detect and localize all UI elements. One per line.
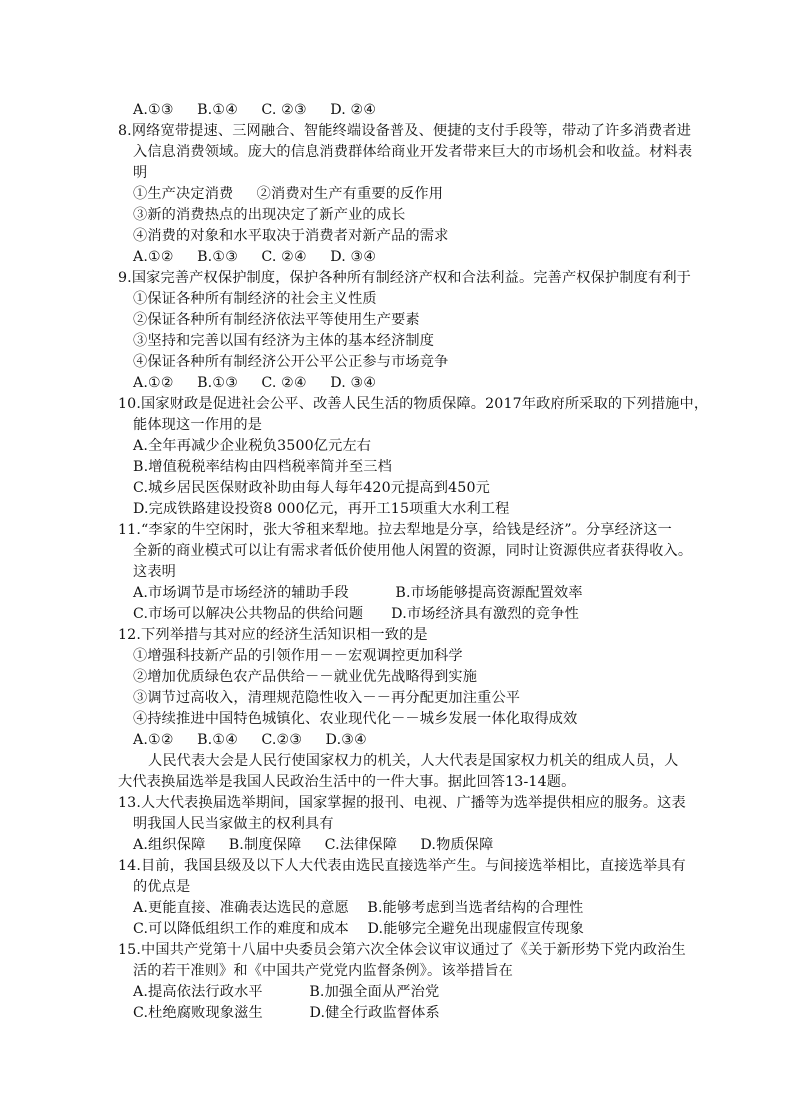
q15-stem-line2: 活的若干准则》和《中国共产党党内监督条例》。该举措旨在	[133, 963, 514, 979]
q8-stem-line1: 8.网络宽带提速、三网融合、智能终端设备普及、便捷的支付手段等，带动了许多消费者进	[118, 123, 692, 139]
q15-stem-line1: 15.中国共产党第十八届中央委员会第六次全体会议审议通过了《关于新形势下党内政治生	[118, 942, 686, 958]
q13-options: A.组织保障 B.制度保障 C.法律保障 D.物质保障	[133, 837, 494, 853]
q12-item-1: ①增强科技新产品的引领作用－－宏观调控更加科学	[133, 648, 463, 664]
q14-stem-line1: 14.目前，我国县级及以下人大代表由选民直接选举产生。与间接选举相比，直接选举具有	[118, 858, 686, 874]
q12-stem: 12.下列举措与其对应的经济生活知识相一致的是	[118, 627, 428, 643]
q10-option-c: C.城乡居民医保财政补助由每人每年420元提高到450元	[133, 480, 490, 496]
q15-options-cd: C.杜绝腐败现象滋生 D.健全行政监督体系	[133, 1005, 440, 1021]
q10-option-d: D.完成铁路建设投资8 000亿元，再开工15项重大水利工程	[133, 501, 510, 517]
passage-line2: 大代表换届选举是我国人民政治生活中的一件大事。据此回答13-14题。	[118, 774, 576, 790]
q8-options: A.①② B.①③ C. ②④ D. ③④	[133, 249, 377, 265]
q8-item-1-2: ①生产决定消费 ②消费对生产有重要的反作用	[133, 186, 444, 202]
q9-item-4: ④保证各种所有制经济公开公平公正参与市场竞争	[133, 354, 449, 370]
q11-stem-line2: 全新的商业模式可以让有需求者低价使用他人闲置的资源，同时让资源供应者获得收入。	[133, 543, 693, 559]
q10-stem-line2: 能体现这一作用的是	[133, 417, 263, 433]
q11-options-ab: A.市场调节是市场经济的辅助手段 B.市场能够提高资源配置效率	[133, 585, 583, 601]
q14-options-ab: A.更能直接、准确表达选民的意愿 B.能够考虑到当选者结构的合理性	[133, 900, 584, 916]
q9-stem: 9.国家完善产权保护制度，保护各种所有制经济产权和合法利益。完善产权保护制度有利于	[118, 270, 692, 286]
q8-item-4: ④消费的对象和水平取决于消费者对新产品的需求	[133, 228, 449, 244]
q9-item-2: ②保证各种所有制经济依法平等使用生产要素	[133, 312, 420, 328]
q13-stem-line1: 13.人大代表换届选举期间，国家掌握的报刊、电视、广播等为选举提供相应的服务。这表	[118, 795, 686, 811]
q12-options: A.①② B.①④ C.②③ D.③④	[133, 732, 367, 748]
q8-item-3: ③新的消费热点的出现决定了新产业的成长	[133, 207, 406, 223]
q7-options: A.①③ B.①④ C. ②③ D. ②④	[133, 102, 377, 118]
q12-item-3: ③调节过高收入，清理规范隐性收入－－再分配更加注重公平	[133, 690, 521, 706]
q8-stem-line3: 明	[133, 165, 148, 181]
q8-stem-line2: 入信息消费领域。庞大的信息消费群体给商业开发者带来巨大的市场机会和收益。材料表	[133, 144, 693, 160]
q9-item-3: ③坚持和完善以国有经济为主体的基本经济制度	[133, 333, 435, 349]
q12-item-4: ④持续推进中国特色城镇化、农业现代化－－城乡发展一体化取得成效	[133, 711, 578, 727]
q9-item-1: ①保证各种所有制经济的社会主义性质	[133, 291, 377, 307]
q10-stem-line1: 10.国家财政是促进社会公平、改善人民生活的物质保障。2017年政府所采取的下列措施中，	[118, 396, 709, 412]
q12-item-2: ②增加优质绿色农产品供给－－就业优先战略得到实施	[133, 669, 478, 685]
passage-line1: 人民代表大会是人民行使国家权力的机关，人大代表是国家权力机关的组成人员，人	[148, 753, 679, 769]
q10-option-a: A.全年再减少企业税负3500亿元左右	[133, 438, 372, 454]
q11-stem-line1: 11.“李家的牛空闲时，张大爷租来犁地。拉去犁地是分享，给钱是经济”。分享经济这一	[118, 522, 672, 538]
q10-option-b: B.增值税税率结构由四档税率简并至三档	[133, 459, 392, 475]
q14-stem-line2: 的优点是	[133, 879, 191, 895]
q15-options-ab: A.提高依法行政水平 B.加强全面从严治党	[133, 984, 440, 1000]
q13-stem-line2: 明我国人民当家做主的权利具有	[133, 816, 334, 832]
q14-options-cd: C.可以降低组织工作的难度和成本 D.能够完全避免出现虚假宣传现象	[133, 921, 584, 937]
q11-options-cd: C.市场可以解决公共物品的供给问题 D.市场经济具有激烈的竞争性	[133, 606, 579, 622]
q9-options: A.①② B.①③ C. ②④ D. ③④	[133, 375, 377, 391]
q11-stem-line3: 这表明	[133, 564, 177, 580]
